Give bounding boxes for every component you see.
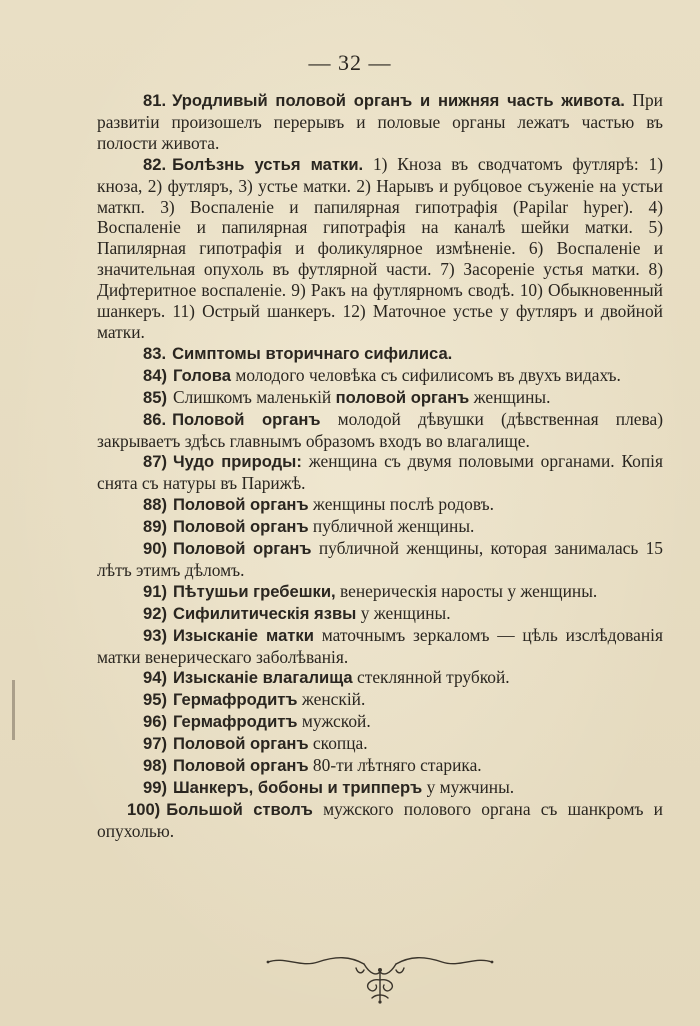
entry-heading: половой органъ — [335, 387, 470, 407]
entry-heading: Половой органъ — [172, 409, 321, 429]
entry-87 — [97, 451, 663, 494]
entry-91 — [97, 581, 663, 603]
entry-text: мужской. — [301, 711, 371, 732]
entry-number: 87) — [143, 452, 167, 472]
entry-text: женщины послѣ родовъ. — [312, 494, 494, 515]
entry-heading: Чудо природы: — [172, 452, 302, 472]
entry-heading: Изысканіе влагалища — [172, 668, 353, 688]
entry-heading: Голова — [172, 365, 231, 385]
entry-number: 92) — [143, 603, 167, 623]
entry-text: женщина съ двумя половыми органами. Копія снята съ натуры въ Парижѣ. — [97, 451, 664, 494]
entry-text: публичной женщины. — [312, 516, 475, 537]
entry-text: При развитіи произошелъ перерывъ и половые органы лежатъ частью въ полости живота. — [97, 90, 663, 153]
margin-mark — [12, 680, 15, 740]
entry-heading: Болѣзнь устья матки. — [172, 154, 364, 174]
entry-text: публичной женщины, которая занималась 15 лѣтъ этимъ дѣломъ. — [97, 538, 664, 580]
entry-text: скопца. — [312, 733, 368, 754]
entry-heading: Симптомы вторичнаго сифилиса. — [172, 343, 453, 363]
entry-heading: Изысканіе матки — [172, 625, 314, 645]
entry-heading: Половой органъ — [172, 734, 309, 754]
entry-text: женскій. — [301, 689, 366, 710]
entry-94 — [97, 667, 663, 689]
page-number: — 32 — — [308, 50, 392, 75]
entry-heading: Половой органъ — [172, 517, 309, 537]
entry-88 — [97, 494, 663, 516]
entry-89 — [97, 516, 663, 538]
decorative-ornament-icon — [260, 950, 500, 1010]
entry-text: 1) Кноза въ сводчатомъ футлярѣ: 1) кноза, 2) футляръ, 3) устье матки. 2) Нарывъ и рубцовое съуженіе на устьи маткп. 3) Воспаленіе и папилярная гипотрафія (Papilar hyper). 4) Воспаленіе и папилярная гипотрафія на каналѣ шейки матки. 5) Папилярная гипотрафія и фоликулярное измѣненіе. 6) Воспаленіе и значительная опухоль въ футлярной части. 7) Засореніе устья матки. 8) Дифтеритное воспаленіе. 9) Ракъ на футлярномъ сводѣ. 10) Обыкновенный шанкеръ. 11) Острый шанкеръ. 12) Маточное устье у футляръ и двойной матки. — [97, 153, 663, 342]
entry-heading: Сифилитическія язвы — [172, 603, 357, 623]
entry-83 — [97, 343, 663, 365]
entry-heading: Пѣтушьи гребешки, — [172, 581, 336, 601]
entry-95 — [97, 689, 663, 711]
entry-number: 99) — [143, 778, 167, 797]
entry-85 — [97, 387, 663, 409]
entry-90 — [97, 538, 663, 581]
entry-text: молодого человѣка съ сифилисомъ въ двухъ видахъ. — [235, 364, 621, 385]
entry-number: 82. — [143, 154, 167, 174]
entry-text: женщины. — [473, 386, 551, 407]
entry-number: 94) — [143, 668, 167, 688]
entry-number: 84) — [143, 365, 167, 385]
entry-100 — [97, 799, 663, 842]
entry-text: мужского полового органа съ шанкромъ и опухолью. — [97, 798, 663, 841]
entry-heading: Половой органъ — [172, 495, 309, 515]
entry-number: 91) — [143, 581, 167, 601]
entry-text-before: Слишкомъ маленькій — [172, 386, 332, 407]
entry-heading: Большой стволъ — [166, 799, 313, 819]
entry-number: 83. — [143, 343, 167, 363]
entry-text: венерическія наросты у женщины. — [340, 580, 598, 601]
entry-96 — [97, 711, 663, 733]
entry-93 — [97, 625, 663, 668]
entry-number: 93) — [143, 625, 167, 645]
entry-heading: Шанкеръ, бобоны и трипперъ — [172, 778, 423, 797]
entry-number: 81. — [143, 91, 167, 110]
entry-number: 86. — [143, 409, 167, 429]
entry-heading: Уродливый половой органъ и нижняя часть живота. — [172, 91, 625, 110]
entry-number: 95) — [143, 690, 167, 710]
entry-81 — [97, 90, 663, 154]
entry-number: 85) — [143, 387, 167, 407]
entry-number: 89) — [143, 517, 167, 537]
entry-heading: Половой органъ — [172, 756, 309, 776]
entry-99 — [97, 777, 663, 799]
entry-97 — [97, 733, 663, 755]
entry-82 — [97, 154, 663, 343]
entry-number: 100) — [127, 799, 161, 819]
entry-92 — [97, 603, 663, 625]
entry-number: 88) — [143, 495, 167, 515]
entry-text: стеклянной трубкой. — [357, 667, 510, 688]
entry-98 — [97, 755, 663, 777]
entry-heading: Половой органъ — [172, 539, 312, 559]
entry-heading: Гермафродитъ — [172, 712, 298, 732]
entry-number: 98) — [143, 756, 167, 776]
entry-text: маточнымъ зеркаломъ — цѣль изслѣдованія матки венерическаго заболѣванія. — [97, 624, 663, 667]
entry-number: 90) — [143, 539, 167, 559]
entry-text: у мужчины. — [426, 777, 515, 797]
entry-text: у женщины. — [360, 602, 451, 623]
entry-number: 97) — [143, 734, 167, 754]
entry-text: 80-ти лѣтняго старика. — [312, 755, 482, 776]
entry-text: молодой дѣвушки (дѣвственная плева) закрываетъ здѣсь главнымъ образомъ входъ во влагалище. — [97, 408, 663, 451]
entry-86 — [97, 409, 663, 452]
entry-list — [97, 90, 663, 842]
entry-number: 96) — [143, 712, 167, 732]
entry-84 — [97, 365, 663, 387]
entry-heading: Гермафродитъ — [172, 690, 298, 710]
